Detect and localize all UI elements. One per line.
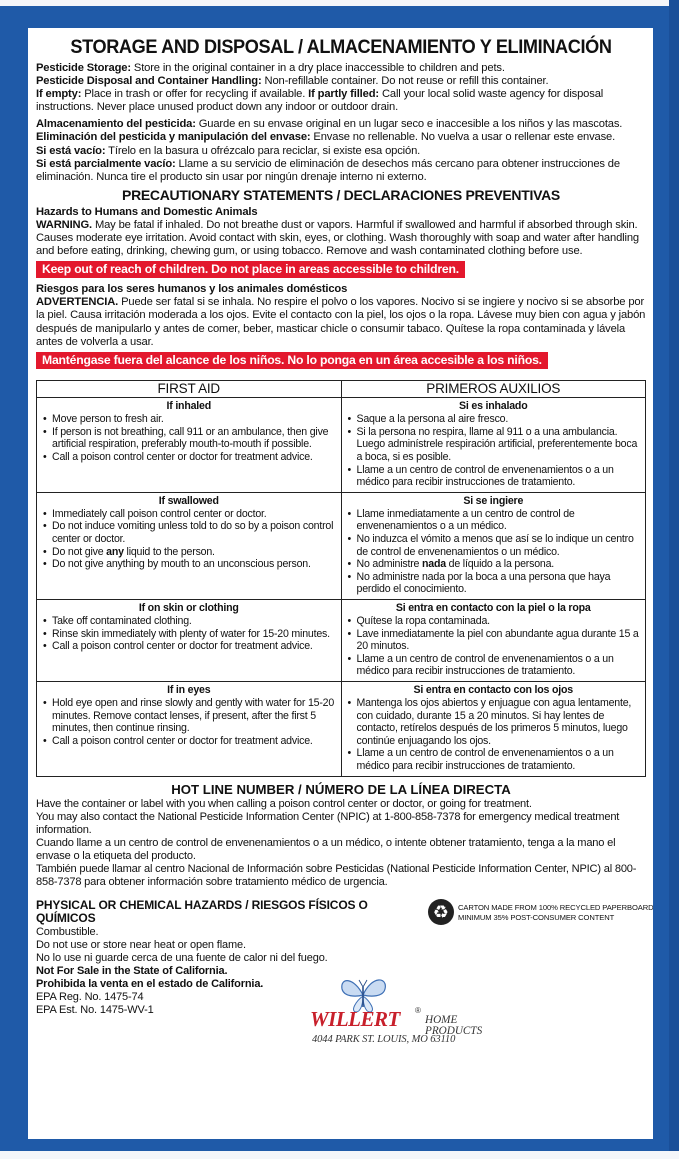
california-note-es: Prohibida la venta en el estado de California. bbox=[36, 977, 264, 990]
swallowed-title: If swallowed bbox=[158, 494, 219, 507]
eyes-title-es: Si entra en contacto con los ojos bbox=[413, 683, 573, 696]
storage-label: Pesticide Storage: bbox=[36, 62, 131, 74]
brand-address: 4044 PARK ST. LOUIS, MO 63110 bbox=[312, 1033, 456, 1045]
list-item: • Rinse skin immediately with plenty of water for 15-20 minutes. bbox=[43, 628, 335, 641]
warning-label: WARNING. bbox=[36, 218, 92, 231]
label-panel bbox=[28, 28, 653, 1139]
brand-sub-line: HOME bbox=[425, 1013, 458, 1026]
list-item: • Immediately call poison control center or doctor. bbox=[43, 508, 335, 521]
partly-label: If partly filled: bbox=[308, 88, 379, 101]
list-item: • If person is not breathing, call 911 or an ambulance, then give artificial respiration, preferably mouth-to-mouth if possible. bbox=[43, 426, 335, 451]
physical-line: Do not use or store near heat or open flame. bbox=[36, 938, 246, 951]
epa-est: EPA Est. No. 1475-WV-1 bbox=[36, 1003, 154, 1016]
disposal-text: Non-refillable container. Do not reuse or refill this container. bbox=[261, 75, 549, 88]
swallowed-es-cell bbox=[341, 492, 646, 599]
list-item: • No administre nada por la boca a una persona que haya perdido el conocimiento. bbox=[348, 571, 640, 596]
first-aid-header: FIRST AID bbox=[37, 380, 342, 398]
brand-sub-line: PRODUCTS bbox=[425, 1024, 483, 1037]
inhaled-title: If inhaled bbox=[166, 400, 211, 413]
list-item: • Lave inmediatamente la piel con abundante agua durante 15 a 20 minutos. bbox=[348, 628, 640, 653]
skin-en-cell bbox=[37, 600, 342, 682]
swallowed-title-es: Si se ingiere bbox=[463, 494, 524, 507]
children-warning-banner: Keep out of reach of children. Do not place in areas accessible to children. bbox=[36, 261, 465, 278]
hotline-text: Cuando llame a un centro de control de envenenamientos o a un médico, o intente obtener tratamiento, tenga a la mano el envase o la etiqueta del producto. bbox=[36, 836, 616, 862]
inhaled-title-es: Si es inhalado bbox=[459, 400, 528, 413]
list-item: • Llame inmediatamente a un centro de control de envenenamientos o a un médico. bbox=[348, 508, 640, 533]
inhaled-en-cell bbox=[37, 398, 342, 493]
recycle-text bbox=[458, 903, 653, 923]
hazards-title: Hazards to Humans and Domestic Animals bbox=[36, 205, 258, 218]
hotline-text: También puede llamar al centro Nacional de Información sobre Pesticidas (National Pesticide Information Center, NPIC) al 800-858-7378 para obtener información sobre tratamiento médico de urgencia. bbox=[36, 862, 637, 888]
list-item: • Call a poison control center or doctor for treatment advice. bbox=[43, 451, 335, 464]
hotline-text: Have the container or label with you when calling a poison control center or doctor, or going for treatment. bbox=[36, 797, 532, 810]
hazards-spanish bbox=[36, 283, 646, 348]
empty-text: Place in trash or offer for recycling if available. bbox=[81, 88, 309, 101]
hotline-text: You may also contact the National Pesticide Information Center (NPIC) at 1-800-858-7378 for emergency medical treatment information. bbox=[36, 810, 620, 836]
physical-line: Combustible. bbox=[36, 925, 99, 938]
brand-name: WILLERT bbox=[310, 1006, 400, 1031]
recycle-icon: ♻ bbox=[428, 899, 454, 925]
list-item: • Mantenga los ojos abiertos y enjuague con agua lentamente, con cuidado, durante 15 a 20 minutos. Si hay lentes de contacto, retírelos después de los primeros 5 minutos, luego continúe enjuagando los ojos. bbox=[348, 697, 640, 747]
partly-label-es: Si está parcialmente vacío: bbox=[36, 157, 176, 170]
list-item: • Move person to fresh air. bbox=[43, 413, 335, 426]
partly-text: Call your local solid waste agency for disposal instructions. Never place unused product down any indoor or outdoor drain. bbox=[36, 88, 604, 114]
recycle-note bbox=[428, 899, 653, 925]
eyes-en-cell bbox=[37, 681, 342, 776]
table-row bbox=[37, 492, 646, 599]
physical-line: No lo use ni guarde cerca de una fuente de calor ni del fuego. bbox=[36, 951, 328, 964]
list-item: • Llame a un centro de control de envenenamientos o a un médico para recibir instrucciones de tratamiento. bbox=[348, 653, 640, 678]
list-item: • Quítese la ropa contaminada. bbox=[348, 615, 640, 628]
disposal-label: Pesticide Disposal and Container Handling: bbox=[36, 75, 262, 88]
hotline-title: HOT LINE NUMBER / NÚMERO DE LA LÍNEA DIRECTA bbox=[171, 781, 511, 797]
swallowed-en-cell bbox=[37, 492, 342, 599]
swallowed-es3-a: No administre bbox=[356, 558, 422, 571]
storage-text-es: Guarde en su envase original en un lugar seco e inaccesible a los niños y las mascotas. bbox=[195, 118, 623, 131]
page-title: STORAGE AND DISPOSAL / ALMACENAMIENTO Y ELIMINACIÓN bbox=[70, 36, 612, 58]
swallowed-en3-bold: any bbox=[106, 545, 124, 558]
swallowed-en3-b: liquid to the person. bbox=[123, 545, 215, 558]
list-item: • Hold eye open and rinse slowly and gently with water for 15-20 minutes. Remove contact lenses, if present, after the first 5 minutes, then continue rinsing. bbox=[43, 697, 335, 735]
list-item: • Saque a la persona al aire fresco. bbox=[348, 413, 640, 426]
first-aid-table bbox=[36, 380, 646, 777]
carton-top-edge bbox=[0, 0, 679, 6]
skin-es-cell bbox=[341, 600, 646, 682]
list-item: • Llame a un centro de control de envenenamientos o a un médico para recibir instrucciones de tratamiento. bbox=[348, 747, 640, 772]
registered-mark: ® bbox=[415, 1005, 421, 1015]
recycle-line: MINIMUM 35% POST-CONSUMER CONTENT bbox=[458, 912, 615, 922]
disposal-text-es: Envase no rellenable. No vuelva a usar o rellenar este envase. bbox=[310, 131, 616, 144]
brand-logo bbox=[298, 975, 518, 1047]
epa-reg: EPA Reg. No. 1475-74 bbox=[36, 990, 144, 1003]
hazards-title-es: Riesgos para los seres humanos y los animales domésticos bbox=[36, 283, 348, 296]
carton-side-edge bbox=[669, 0, 679, 1159]
hazards-english bbox=[36, 206, 646, 258]
recycle-line: CARTON MADE FROM 100% RECYCLED PAPERBOARD bbox=[458, 902, 653, 912]
list-item bbox=[43, 546, 335, 559]
bottom-section bbox=[36, 897, 653, 1049]
california-note: Not For Sale in the State of California. bbox=[36, 964, 228, 977]
storage-label-es: Almacenamiento del pesticida: bbox=[36, 118, 196, 131]
list-item: • Do not give anything by mouth to an unconscious person. bbox=[43, 558, 335, 571]
list-item: • Take off contaminated clothing. bbox=[43, 615, 335, 628]
storage-text: Store in the original container in a dry place inaccessible to children and pets. bbox=[130, 62, 505, 74]
precaution-title: PRECAUTIONARY STATEMENTS / DECLARACIONES PREVENTIVAS bbox=[122, 186, 560, 203]
hotline-section bbox=[36, 782, 646, 889]
empty-label: If empty: bbox=[36, 88, 82, 101]
eyes-es-cell bbox=[341, 681, 646, 776]
swallowed-es3-b: de líquido a la persona. bbox=[445, 558, 555, 571]
storage-english bbox=[36, 62, 646, 114]
disposal-label-es: Eliminación del pesticida y manipulación del envase: bbox=[36, 131, 311, 144]
list-item: • Llame a un centro de control de envenenamientos o a un médico para recibir instrucciones de tratamiento. bbox=[348, 464, 640, 489]
list-item: • Call a poison control center or doctor for treatment advice. bbox=[43, 640, 335, 653]
list-item: • No induzca el vómito a menos que así se lo indique un centro de control de envenenamientos o un médico. bbox=[348, 533, 640, 558]
table-row bbox=[37, 398, 646, 493]
warning-label-es: ADVERTENCIA. bbox=[36, 296, 119, 309]
list-item: • Si la persona no respira, llame al 911 o a una ambulancia. Luego adminístrele respiración artificial, preferentemente boca a boca, si es posible. bbox=[348, 426, 640, 464]
hazards-text: May be fatal if inhaled. Do not breathe dust or vapors. Harmful if swallowed and harmful if absorbed through skin. Causes moderate eye irritation. Avoid contact with skin, eyes, or clothing. Wash thoroughly with soap and water after handling and before eating, drinking, chewing gum, or using tobacco. Remove and wash contaminated clothing before use. bbox=[36, 218, 639, 258]
storage-spanish bbox=[36, 118, 646, 183]
inhaled-es-cell bbox=[341, 398, 646, 493]
carton-bottom-edge bbox=[0, 1151, 679, 1159]
skin-title-es: Si entra en contacto con la piel o la ropa bbox=[395, 602, 591, 614]
swallowed-es3-bold: nada bbox=[422, 558, 446, 571]
skin-title: If on skin or clothing bbox=[138, 602, 239, 614]
list-item: • Call a poison control center or doctor for treatment advice. bbox=[43, 735, 335, 748]
primeros-auxilios-header: PRIMEROS AUXILIOS bbox=[341, 380, 646, 398]
hazards-text-es: Puede ser fatal si se inhala. No respire el polvo o los vapores. Nocivo si se ingiere y nocivo si se absorbe por la piel. Causa irritación moderada a los ojos. Evite el contacto con la piel, los ojos o la ropa. Lávese muy bien con agua y jabón después de manipularlo y antes de comer, beber, masticar chicle o consumir tabaco. Quítese la ropa contaminada y lávela antes de volverla a usar. bbox=[36, 296, 646, 348]
list-item bbox=[348, 558, 640, 571]
empty-label-es: Si está vacío: bbox=[36, 144, 106, 157]
list-item: • Do not induce vomiting unless told to do so by a poison control center or doctor. bbox=[43, 520, 335, 545]
physical-title: PHYSICAL OR CHEMICAL HAZARDS / RIESGOS FÍSICOS O QUÍMICOS bbox=[36, 897, 368, 925]
table-row bbox=[37, 681, 646, 776]
empty-text-es: Tírelo en la basura u ofrézcalo para reciclar, si existe esa opción. bbox=[105, 144, 421, 157]
children-warning-banner-es: Manténgase fuera del alcance de los niños. No lo ponga en un área accesible a los niños. bbox=[36, 352, 548, 369]
partly-text-es: Llame a su servicio de eliminación de desechos más cercano para obtener instrucciones de eliminación. Nunca tire el producto sin usar por ningún drenaje interno ni externo. bbox=[36, 157, 620, 183]
table-row bbox=[37, 600, 646, 682]
eyes-title: If in eyes bbox=[167, 683, 211, 696]
swallowed-en3-a: Do not give bbox=[52, 545, 107, 558]
